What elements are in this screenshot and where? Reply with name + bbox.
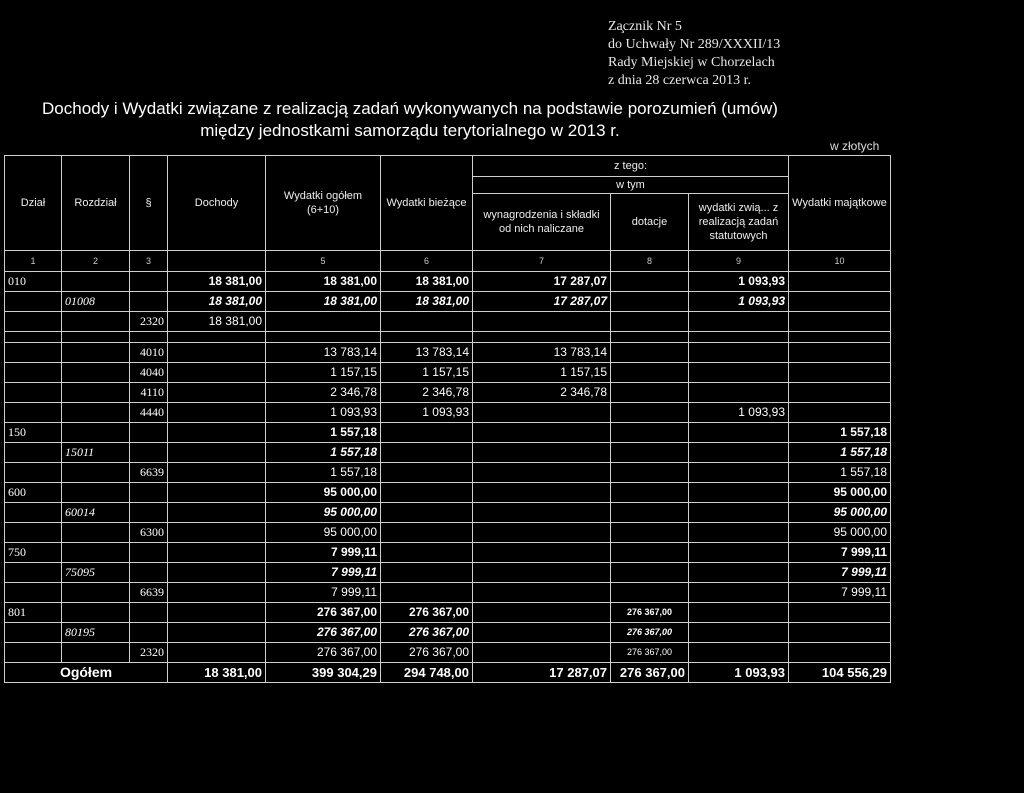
header-wydatki-ogolem: Wydatki ogółem (6+10) bbox=[266, 156, 381, 251]
cell-statut: 1 093,93 bbox=[689, 403, 789, 423]
cell-biezace bbox=[381, 483, 473, 503]
cell-par bbox=[130, 483, 168, 503]
header-rozdzial: Rozdział bbox=[62, 156, 130, 251]
empty-cell bbox=[689, 332, 789, 343]
cell-wynagr bbox=[473, 643, 611, 663]
cell-statut bbox=[689, 312, 789, 332]
empty-cell bbox=[611, 332, 689, 343]
cell-rozdzial: 75095 bbox=[62, 563, 130, 583]
cell-dotacje bbox=[611, 383, 689, 403]
cell-wynagr: 13 783,14 bbox=[473, 343, 611, 363]
cell-par: 6300 bbox=[130, 523, 168, 543]
cell-dochody bbox=[168, 583, 266, 603]
column-number: 6 bbox=[381, 251, 473, 272]
cell-par bbox=[130, 603, 168, 623]
cell-dzial bbox=[5, 403, 62, 423]
cell-biezace: 1 093,93 bbox=[381, 403, 473, 423]
cell-majatk bbox=[789, 343, 891, 363]
cell-wynagr bbox=[473, 583, 611, 603]
cell-ogolem: 1 557,18 bbox=[266, 423, 381, 443]
total-row bbox=[5, 663, 891, 683]
header-dzial: Dział bbox=[5, 156, 62, 251]
cell-wynagr bbox=[473, 503, 611, 523]
column-number: 7 bbox=[473, 251, 611, 272]
cell-wynagr: 2 346,78 bbox=[473, 383, 611, 403]
cell-wynagr bbox=[473, 543, 611, 563]
cell-majatk bbox=[789, 272, 891, 292]
title-line-1: Dochody i Wydatki związane z realizacją zadań wykonywanych na podstawie porozumień (umów) bbox=[42, 99, 778, 118]
cell-biezace: 18 381,00 bbox=[381, 272, 473, 292]
header-dotacje: dotacje bbox=[611, 194, 689, 251]
cell-dzial: 010 bbox=[5, 272, 62, 292]
cell-dotacje bbox=[611, 583, 689, 603]
column-number bbox=[168, 251, 266, 272]
column-number: 1 bbox=[5, 251, 62, 272]
table-row bbox=[5, 623, 891, 643]
table-row bbox=[5, 503, 891, 523]
table-row bbox=[5, 583, 891, 603]
cell-ogolem: 1 157,15 bbox=[266, 363, 381, 383]
cell-rozdzial bbox=[62, 423, 130, 443]
table-row bbox=[5, 523, 891, 543]
header-dochody: Dochody bbox=[168, 156, 266, 251]
cell-statut bbox=[689, 503, 789, 523]
cell-biezace bbox=[381, 312, 473, 332]
cell-statut bbox=[689, 603, 789, 623]
cell-biezace: 18 381,00 bbox=[381, 292, 473, 312]
cell-ogolem: 18 381,00 bbox=[266, 292, 381, 312]
cell-par: 4040 bbox=[130, 363, 168, 383]
cell-rozdzial bbox=[62, 583, 130, 603]
cell-statut bbox=[689, 523, 789, 543]
cell-biezace bbox=[381, 443, 473, 463]
cell-majatk bbox=[789, 643, 891, 663]
cell-dzial bbox=[5, 623, 62, 643]
annex-line-4: z dnia 28 czerwca 2013 r. bbox=[608, 73, 752, 88]
cell-ogolem: 18 381,00 bbox=[266, 272, 381, 292]
cell-dochody bbox=[168, 483, 266, 503]
empty-cell bbox=[266, 332, 381, 343]
cell-dotacje bbox=[611, 563, 689, 583]
header-wydatki-statutowe: wydatki zwią... z realizacją zadań statutowych bbox=[689, 194, 789, 251]
cell-rozdzial bbox=[62, 543, 130, 563]
cell-par: 4010 bbox=[130, 343, 168, 363]
cell-par bbox=[130, 503, 168, 523]
cell-biezace bbox=[381, 423, 473, 443]
cell-dotacje bbox=[611, 272, 689, 292]
cell-rozdzial bbox=[62, 523, 130, 543]
cell-dzial bbox=[5, 643, 62, 663]
table-row bbox=[5, 383, 891, 403]
column-number-row bbox=[5, 251, 891, 272]
spacer-row bbox=[5, 332, 891, 343]
cell-biezace: 276 367,00 bbox=[381, 623, 473, 643]
total-statutowe: 1 093,93 bbox=[689, 663, 789, 683]
cell-wynagr bbox=[473, 312, 611, 332]
cell-par bbox=[130, 292, 168, 312]
cell-rozdzial bbox=[62, 383, 130, 403]
cell-rozdzial bbox=[62, 343, 130, 363]
cell-dzial bbox=[5, 292, 62, 312]
cell-wynagr: 1 157,15 bbox=[473, 363, 611, 383]
table-row bbox=[5, 543, 891, 563]
annex-line-2: do Uchwały Nr 289/XXXII/13 bbox=[608, 37, 781, 52]
cell-majatk: 1 557,18 bbox=[789, 443, 891, 463]
cell-dochody bbox=[168, 383, 266, 403]
cell-rozdzial: 60014 bbox=[62, 503, 130, 523]
cell-rozdzial bbox=[62, 312, 130, 332]
cell-par: 2320 bbox=[130, 643, 168, 663]
total-dochody: 18 381,00 bbox=[168, 663, 266, 683]
budget-table bbox=[4, 155, 891, 683]
cell-par: 4110 bbox=[130, 383, 168, 403]
cell-dochody bbox=[168, 543, 266, 563]
cell-dotacje bbox=[611, 363, 689, 383]
cell-statut bbox=[689, 583, 789, 603]
cell-biezace bbox=[381, 463, 473, 483]
cell-rozdzial: 80195 bbox=[62, 623, 130, 643]
cell-majatk bbox=[789, 312, 891, 332]
cell-ogolem: 95 000,00 bbox=[266, 483, 381, 503]
table-row bbox=[5, 403, 891, 423]
header-z-tego: z tego: bbox=[473, 156, 789, 177]
cell-statut bbox=[689, 363, 789, 383]
cell-dotacje bbox=[611, 423, 689, 443]
cell-majatk: 1 557,18 bbox=[789, 423, 891, 443]
total-biezace: 294 748,00 bbox=[381, 663, 473, 683]
table-row bbox=[5, 563, 891, 583]
cell-par bbox=[130, 272, 168, 292]
cell-statut bbox=[689, 443, 789, 463]
cell-statut bbox=[689, 343, 789, 363]
cell-par: 4440 bbox=[130, 403, 168, 423]
cell-ogolem: 1 557,18 bbox=[266, 443, 381, 463]
table-row bbox=[5, 272, 891, 292]
cell-rozdzial bbox=[62, 363, 130, 383]
cell-biezace: 13 783,14 bbox=[381, 343, 473, 363]
column-number: 10 bbox=[789, 251, 891, 272]
cell-statut bbox=[689, 623, 789, 643]
cell-ogolem: 13 783,14 bbox=[266, 343, 381, 363]
cell-wynagr bbox=[473, 563, 611, 583]
cell-par: 6639 bbox=[130, 463, 168, 483]
column-number: 9 bbox=[689, 251, 789, 272]
cell-dzial: 750 bbox=[5, 543, 62, 563]
table-row bbox=[5, 443, 891, 463]
cell-dotacje: 276 367,00 bbox=[611, 623, 689, 643]
empty-cell bbox=[789, 332, 891, 343]
table-row bbox=[5, 363, 891, 383]
cell-dzial bbox=[5, 503, 62, 523]
header-paragraf: § bbox=[130, 156, 168, 251]
cell-majatk: 95 000,00 bbox=[789, 483, 891, 503]
cell-dochody bbox=[168, 423, 266, 443]
cell-biezace: 1 157,15 bbox=[381, 363, 473, 383]
cell-dochody: 18 381,00 bbox=[168, 292, 266, 312]
cell-dochody bbox=[168, 563, 266, 583]
cell-dzial bbox=[5, 563, 62, 583]
cell-dzial: 600 bbox=[5, 483, 62, 503]
header-w-tym: w tym bbox=[473, 177, 789, 194]
cell-wynagr bbox=[473, 403, 611, 423]
cell-rozdzial bbox=[62, 463, 130, 483]
cell-rozdzial bbox=[62, 483, 130, 503]
cell-wynagr bbox=[473, 623, 611, 643]
cell-rozdzial bbox=[62, 403, 130, 423]
cell-dotacje bbox=[611, 543, 689, 563]
cell-ogolem: 7 999,11 bbox=[266, 543, 381, 563]
cell-ogolem bbox=[266, 312, 381, 332]
cell-dochody bbox=[168, 503, 266, 523]
total-ogolem: 399 304,29 bbox=[266, 663, 381, 683]
empty-cell bbox=[168, 332, 266, 343]
cell-majatk bbox=[789, 623, 891, 643]
cell-par bbox=[130, 443, 168, 463]
cell-dzial bbox=[5, 383, 62, 403]
cell-dochody bbox=[168, 463, 266, 483]
column-number: 2 bbox=[62, 251, 130, 272]
cell-statut: 1 093,93 bbox=[689, 272, 789, 292]
cell-par: 6639 bbox=[130, 583, 168, 603]
cell-dochody: 18 381,00 bbox=[168, 312, 266, 332]
cell-rozdzial bbox=[62, 643, 130, 663]
annex-reference bbox=[608, 18, 780, 90]
cell-rozdzial bbox=[62, 272, 130, 292]
cell-dotacje bbox=[611, 403, 689, 423]
cell-statut bbox=[689, 463, 789, 483]
cell-par bbox=[130, 623, 168, 643]
column-number: 3 bbox=[130, 251, 168, 272]
cell-dzial: 150 bbox=[5, 423, 62, 443]
empty-cell bbox=[5, 332, 62, 343]
table-row bbox=[5, 343, 891, 363]
cell-dochody bbox=[168, 603, 266, 623]
total-dotacje: 276 367,00 bbox=[611, 663, 689, 683]
column-number: 8 bbox=[611, 251, 689, 272]
cell-ogolem: 7 999,11 bbox=[266, 583, 381, 603]
cell-majatk: 7 999,11 bbox=[789, 563, 891, 583]
total-wynagrodzenia: 17 287,07 bbox=[473, 663, 611, 683]
cell-dzial bbox=[5, 363, 62, 383]
cell-statut bbox=[689, 543, 789, 563]
document-title bbox=[0, 98, 820, 142]
table-row bbox=[5, 423, 891, 443]
empty-cell bbox=[130, 332, 168, 343]
cell-majatk bbox=[789, 603, 891, 623]
cell-majatk bbox=[789, 383, 891, 403]
cell-ogolem: 1 093,93 bbox=[266, 403, 381, 423]
cell-ogolem: 95 000,00 bbox=[266, 523, 381, 543]
cell-dotacje bbox=[611, 483, 689, 503]
total-majatkowe: 104 556,29 bbox=[789, 663, 891, 683]
cell-dochody bbox=[168, 623, 266, 643]
cell-ogolem: 276 367,00 bbox=[266, 643, 381, 663]
cell-dotacje bbox=[611, 463, 689, 483]
cell-par bbox=[130, 563, 168, 583]
cell-dotacje: 276 367,00 bbox=[611, 603, 689, 623]
cell-rozdzial bbox=[62, 603, 130, 623]
cell-biezace bbox=[381, 543, 473, 563]
cell-dotacje bbox=[611, 523, 689, 543]
cell-majatk: 7 999,11 bbox=[789, 543, 891, 563]
cell-dotacje bbox=[611, 312, 689, 332]
table-row bbox=[5, 643, 891, 663]
cell-dzial bbox=[5, 443, 62, 463]
cell-statut bbox=[689, 423, 789, 443]
total-label: Ogółem bbox=[5, 663, 168, 683]
table-body bbox=[5, 272, 891, 663]
cell-dochody bbox=[168, 363, 266, 383]
cell-majatk bbox=[789, 403, 891, 423]
cell-majatk: 7 999,11 bbox=[789, 583, 891, 603]
cell-par: 2320 bbox=[130, 312, 168, 332]
header-wydatki-majatkowe: Wydatki majątkowe bbox=[789, 156, 891, 251]
cell-dzial bbox=[5, 312, 62, 332]
cell-majatk bbox=[789, 292, 891, 312]
cell-majatk: 95 000,00 bbox=[789, 503, 891, 523]
cell-ogolem: 2 346,78 bbox=[266, 383, 381, 403]
empty-cell bbox=[62, 332, 130, 343]
header-wynagrodzenia: wynagrodzenia i składki od nich naliczane bbox=[473, 194, 611, 251]
header-wydatki-biezace: Wydatki bieżące bbox=[381, 156, 473, 251]
cell-ogolem: 1 557,18 bbox=[266, 463, 381, 483]
cell-statut bbox=[689, 643, 789, 663]
cell-wynagr bbox=[473, 523, 611, 543]
cell-wynagr: 17 287,07 bbox=[473, 272, 611, 292]
cell-dzial bbox=[5, 463, 62, 483]
cell-dzial bbox=[5, 583, 62, 603]
cell-wynagr: 17 287,07 bbox=[473, 292, 611, 312]
cell-majatk: 95 000,00 bbox=[789, 523, 891, 543]
cell-par bbox=[130, 423, 168, 443]
annex-line-1: Za̧cznik Nr 5 bbox=[608, 19, 682, 34]
cell-statut: 1 093,93 bbox=[689, 292, 789, 312]
table-row bbox=[5, 463, 891, 483]
table-row bbox=[5, 603, 891, 623]
cell-dzial bbox=[5, 343, 62, 363]
cell-dochody bbox=[168, 443, 266, 463]
unit-label: w złotych bbox=[830, 139, 880, 153]
cell-wynagr bbox=[473, 463, 611, 483]
cell-rozdzial: 01008 bbox=[62, 292, 130, 312]
cell-biezace: 2 346,78 bbox=[381, 383, 473, 403]
cell-statut bbox=[689, 383, 789, 403]
column-number: 5 bbox=[266, 251, 381, 272]
cell-rozdzial: 15011 bbox=[62, 443, 130, 463]
cell-majatk: 1 557,18 bbox=[789, 463, 891, 483]
cell-dochody bbox=[168, 403, 266, 423]
cell-dotacje bbox=[611, 443, 689, 463]
cell-biezace: 276 367,00 bbox=[381, 603, 473, 623]
cell-wynagr bbox=[473, 483, 611, 503]
cell-dotacje bbox=[611, 503, 689, 523]
cell-wynagr bbox=[473, 443, 611, 463]
cell-dzial: 801 bbox=[5, 603, 62, 623]
cell-dochody bbox=[168, 643, 266, 663]
cell-majatk bbox=[789, 363, 891, 383]
table-row bbox=[5, 312, 891, 332]
empty-cell bbox=[473, 332, 611, 343]
cell-dochody: 18 381,00 bbox=[168, 272, 266, 292]
cell-wynagr bbox=[473, 603, 611, 623]
cell-ogolem: 95 000,00 bbox=[266, 503, 381, 523]
cell-dotacje bbox=[611, 292, 689, 312]
cell-dochody bbox=[168, 523, 266, 543]
cell-dotacje bbox=[611, 343, 689, 363]
cell-biezace bbox=[381, 523, 473, 543]
cell-biezace bbox=[381, 583, 473, 603]
cell-biezace bbox=[381, 503, 473, 523]
cell-ogolem: 276 367,00 bbox=[266, 623, 381, 643]
cell-par bbox=[130, 543, 168, 563]
cell-statut bbox=[689, 563, 789, 583]
cell-ogolem: 276 367,00 bbox=[266, 603, 381, 623]
cell-dochody bbox=[168, 343, 266, 363]
cell-statut bbox=[689, 483, 789, 503]
title-line-2: między jednostkami samorządu terytorialnego w 2013 r. bbox=[200, 121, 620, 140]
table-row bbox=[5, 292, 891, 312]
table-row bbox=[5, 483, 891, 503]
cell-wynagr bbox=[473, 423, 611, 443]
cell-ogolem: 7 999,11 bbox=[266, 563, 381, 583]
annex-line-3: Rady Miejskiej w Chorzelach bbox=[608, 55, 775, 70]
cell-dotacje: 276 367,00 bbox=[611, 643, 689, 663]
cell-biezace bbox=[381, 563, 473, 583]
cell-biezace: 276 367,00 bbox=[381, 643, 473, 663]
cell-dzial bbox=[5, 523, 62, 543]
empty-cell bbox=[381, 332, 473, 343]
